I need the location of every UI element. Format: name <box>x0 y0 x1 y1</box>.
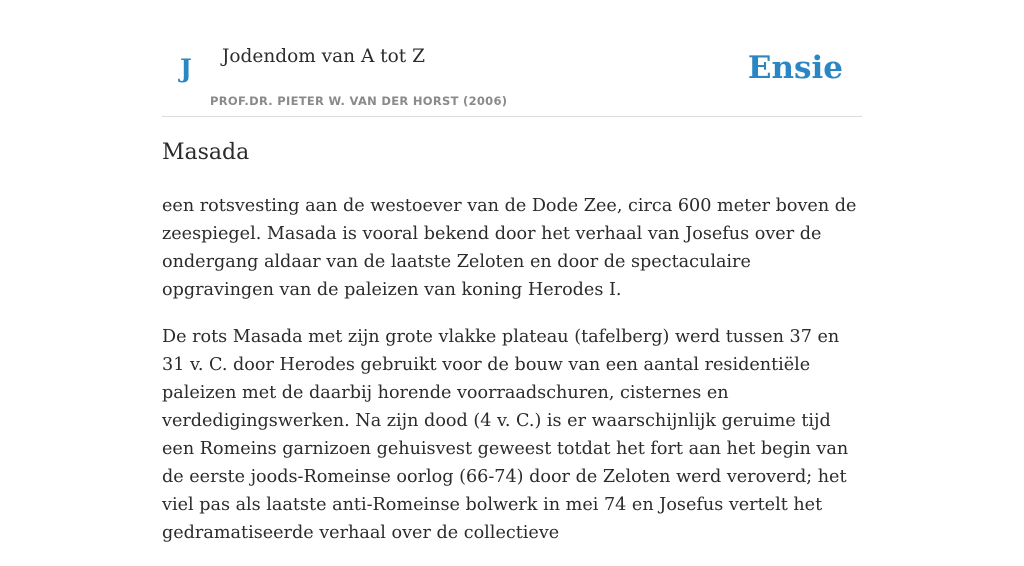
entry-title: Masada <box>162 140 250 165</box>
book-initial-logo[interactable]: J <box>180 54 192 83</box>
entry-body <box>162 192 862 566</box>
ensie-logo[interactable]: Ensie <box>747 50 843 86</box>
author-line: PROF.DR. PIETER W. VAN DER HORST (2006) <box>210 94 508 108</box>
paragraph: een rotsvesting aan de westoever van de Dode Zee, circa 600 meter boven de zeespiegel. Masada is vooral bekend door het verhaal van Josefus over de ondergang aldaar van de laatste Zeloten en door de spectaculaire opgravingen van de paleizen van koning Herodes I. <box>162 196 857 300</box>
entry-card <box>162 0 862 543</box>
paragraph: De rots Masada met zijn grote vlakke plateau (tafelberg) werd tussen 37 en 31 v. C. door Herodes gebruikt voor de bouw van een aantal residentiële paleizen met de daarbij horende voorraadschuren, cisternes en verdedigingswerken. Na zijn dood (4 v. C.) is er waarschijnlijk geruime tijd een Romeins garnizoen gehuisvest geweest totdat het fort aan het begin van de eerste joods-Romeinse oorlog (66-74) door de Zeloten werd veroverd; het viel pas als laatste anti-Romeinse bolwerk in mei 74 en Josefus vertelt het gedramatiseerde verhaal over de collectieve <box>162 327 849 543</box>
book-title[interactable]: Jodendom van A tot Z <box>222 46 425 67</box>
entry-header <box>162 0 862 117</box>
